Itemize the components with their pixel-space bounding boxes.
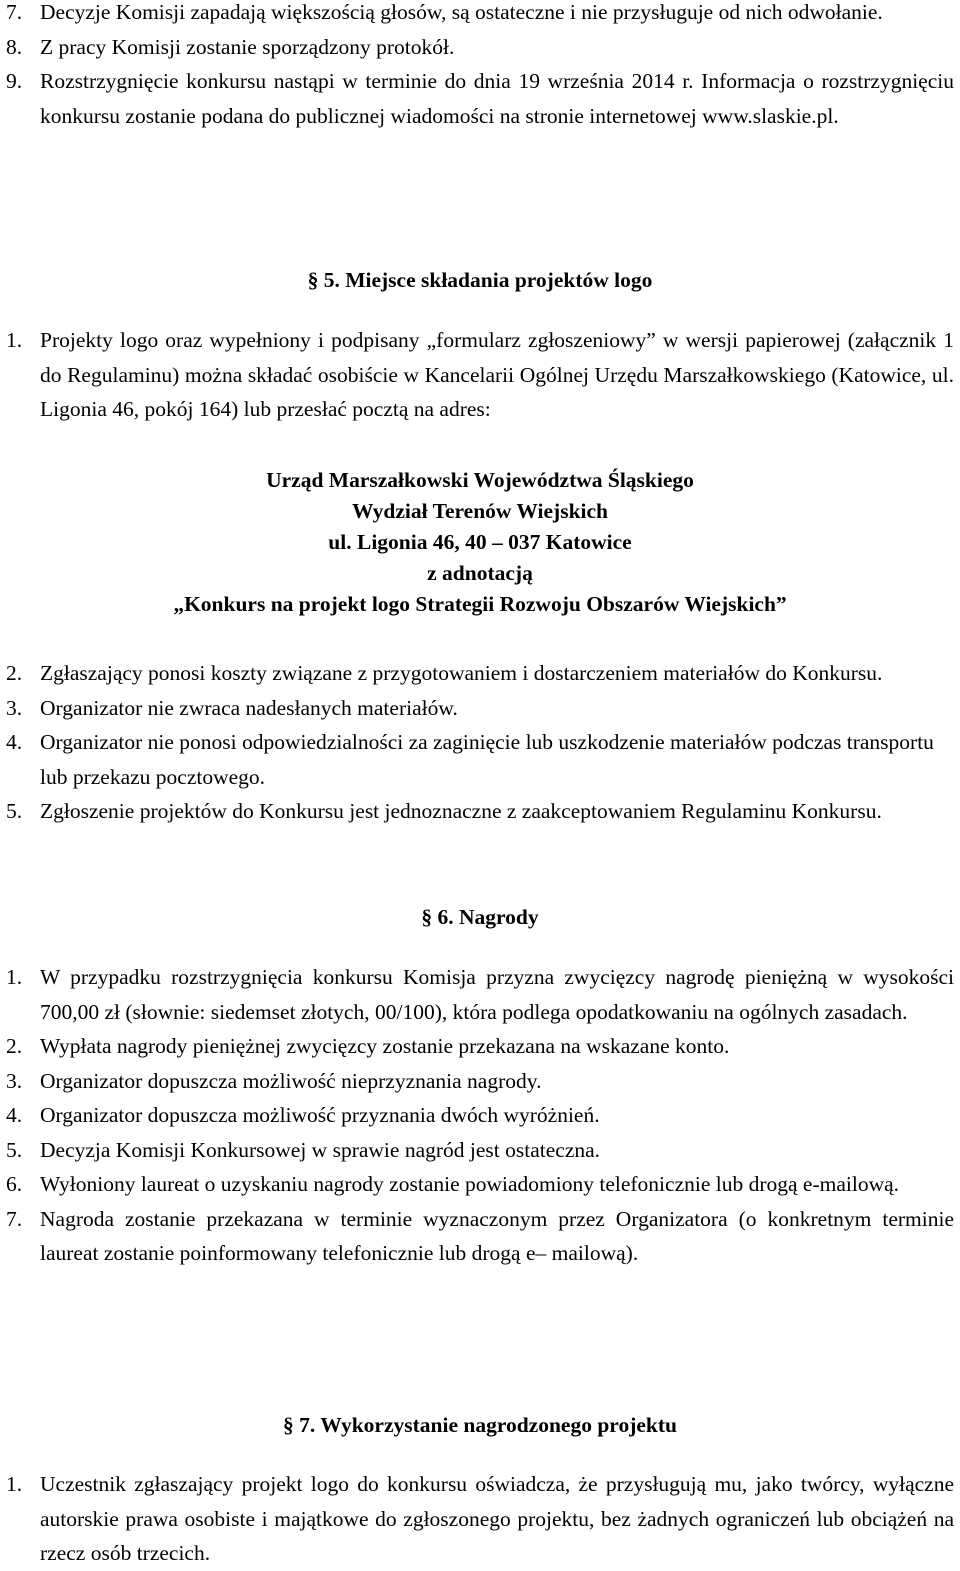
list-item-text: Zgłoszenie projektów do Konkursu jest jednoznaczne z zaakceptowaniem Regulaminu Konkursu.: [40, 799, 882, 823]
list-item: [0, 1029, 954, 1064]
list-item-number: 2.: [6, 1034, 23, 1058]
list-item: [0, 691, 954, 726]
list-item: [0, 323, 954, 427]
list-item-text: Organizator nie ponosi odpowiedzialności za zaginięcie lub uszkodzenie materiałów podczas transportu lub przekazu pocztowego.: [40, 730, 934, 789]
list-item-number: 5.: [6, 1137, 23, 1162]
list-item-number: 2.: [6, 661, 23, 685]
section-heading-7: § 7. Wykorzystanie nagrodzonego projektu: [283, 1413, 677, 1437]
list-section5-item1: [0, 323, 960, 427]
list-item: [0, 1202, 954, 1271]
list-item: [0, 794, 954, 829]
list-item: [0, 1167, 954, 1202]
address-line: Urząd Marszałkowski Województwa Śląskiego: [266, 468, 694, 492]
list-item-text: Uczestnik zgłaszający projekt logo do konkursu oświadcza, że przysługują mu, jako twórcy, wyłączne autorskie prawa osobiste i majątkowe do zgłoszonego projektu, bez żadnych ograniczeń lub obciążeń na rzecz osób trzecich.: [40, 1472, 954, 1565]
list-section4-continuation: [0, 0, 960, 133]
list-item-text: Organizator dopuszcza możliwość przyznania dwóch wyróżnień.: [40, 1103, 600, 1127]
list-item: [0, 725, 954, 794]
list-item: [0, 1064, 954, 1099]
list-section7: [0, 1467, 960, 1571]
list-item-text: Organizator nie zwraca nadesłanych materiałów.: [40, 695, 458, 720]
list-item: [0, 1133, 954, 1168]
list-item: [0, 1098, 954, 1133]
list-item-text: Wyłoniony laureat o uzyskaniu nagrody zostanie powiadomiony telefonicznie lub drogą e-mailową.: [40, 1172, 900, 1196]
list-item-text: Wypłata nagrody pieniężnej zwycięzcy zostanie przekazana na wskazane konto.: [40, 1034, 730, 1058]
list-item-number: 7.: [6, 0, 23, 24]
list-item-text: Projekty logo oraz wypełniony i podpisany „formularz zgłoszeniowy” w wersji papierowej (załącznik 1 do Regulaminu) można składać osobiście w Kancelarii Ogólnej Urzędu Marszałkowskiego (Katowice, ul. Ligonia 46, pokój 164) lub przesłać pocztą na adres:: [40, 328, 954, 421]
address-line: Wydział Terenów Wiejskich: [351, 499, 609, 523]
list-item-text: Z pracy Komisji zostanie sporządzony protokół.: [40, 34, 455, 59]
list-item: [0, 960, 954, 1029]
list-item-text: W przypadku rozstrzygnięcia konkursu Komisja przyzna zwycięzcy nagrodę pieniężną w wysokości 700,00 zł (słownie: siedemset złotych, 00/100), która podlega opodatkowaniu na ogólnych zasadach.: [40, 965, 954, 1024]
list-item-text: Zgłaszający ponosi koszty związane z przygotowaniem i dostarczeniem materiałów do Konkursu.: [40, 661, 883, 685]
list-item: [0, 1467, 954, 1571]
list-item-number: 4.: [6, 730, 23, 754]
list-item-number: 1.: [6, 328, 23, 352]
list-section6: [0, 960, 960, 1271]
list-section5: [0, 656, 960, 829]
address-line: z adnotacją: [427, 561, 533, 585]
list-item-text: Decyzje Komisji zapadają większością głosów, są ostateczne i nie przysługuje od nich odwołanie.: [40, 0, 883, 24]
list-item-number: 8.: [6, 34, 23, 59]
list-item-number: 3.: [6, 1068, 23, 1093]
postal-address: [0, 465, 960, 620]
list-item-number: 3.: [6, 695, 23, 720]
list-item-number: 1.: [6, 965, 23, 989]
list-item-text: Decyzja Komisji Konkursowej w sprawie nagród jest ostateczna.: [40, 1137, 601, 1162]
list-item-text: Rozstrzygnięcie konkursu nastąpi w terminie do dnia 19 września 2014 r. Informacja o rozstrzygnięciu konkursu zostanie podana do publicznej wiadomości na stronie internetowej www.slaskie.pl.: [40, 69, 954, 128]
list-item: [0, 656, 954, 691]
list-item: [0, 30, 954, 65]
list-item-number: 4.: [6, 1103, 23, 1127]
section-heading-5: § 5. Miejsce składania projektów logo: [307, 268, 653, 292]
list-item-number: 9.: [6, 69, 23, 93]
list-item-text: Nagroda zostanie przekazana w terminie wyznaczonym przez Organizatora (o konkretnym terminie laureat zostanie poinformowany telefonicznie lub drogą e– mailową).: [40, 1206, 954, 1265]
list-item: [0, 64, 954, 133]
section-heading-6: § 6. Nagrody: [421, 905, 539, 929]
list-item-text: Organizator dopuszcza możliwość nieprzyznania nagrody.: [40, 1068, 542, 1093]
list-item-number: 6.: [6, 1172, 23, 1196]
list-item: [0, 0, 954, 30]
list-item-number: 5.: [6, 799, 23, 823]
list-item-number: 7.: [6, 1206, 23, 1231]
address-line: ul. Ligonia 46, 40 – 037 Katowice: [328, 530, 632, 554]
list-item-number: 1.: [6, 1472, 23, 1496]
address-line: „Konkurs na projekt logo Strategii Rozwoju Obszarów Wiejskich”: [173, 592, 787, 616]
